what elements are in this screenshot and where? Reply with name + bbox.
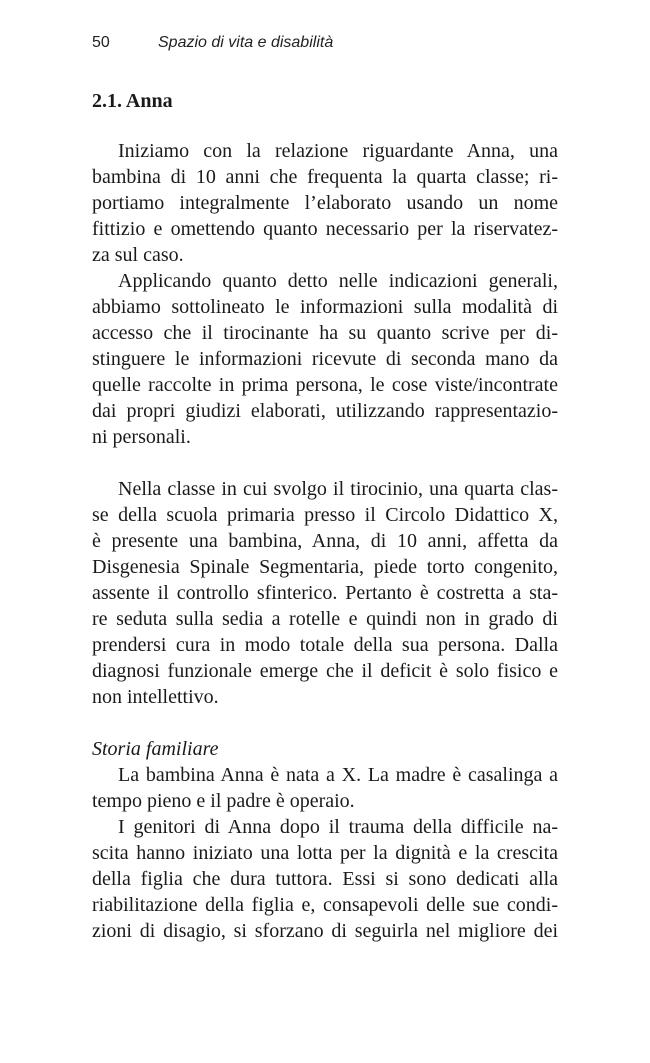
text-line: scita hanno iniziato una lotta per la dignità e la crescita <box>92 842 558 864</box>
text-line: se della scuola primaria presso il Circolo Didattico X, <box>92 504 558 526</box>
section-title: 2.1. Anna <box>92 90 173 112</box>
running-head <box>92 34 333 52</box>
text-line: abbiamo sottolineato le informazioni sulla modalità di <box>92 296 558 318</box>
paragraph-gap <box>92 450 558 476</box>
text-line: re seduta sulla sedia a rotelle e quindi non in grado di <box>92 608 558 630</box>
text-line: dai propri giudizi elaborati, utilizzando rappresentazio- <box>92 400 558 422</box>
text-line: riabilitazione della figlia e, consapevoli delle sue condi- <box>92 894 558 916</box>
book-title: Spazio di vita e disabilità <box>158 34 334 51</box>
text-line: Applicando quanto detto nelle indicazioni generali, <box>118 270 558 292</box>
paragraph-1 <box>92 138 558 268</box>
page-number: 50 <box>92 34 110 51</box>
text-line: stinguere le informazioni ricevute di seconda mano da <box>92 348 558 370</box>
text-line: Iniziamo con la relazione riguardante Anna, una <box>118 140 558 162</box>
text-line: della figlia che dura tuttora. Essi si sono dedicati alla <box>92 868 558 890</box>
text-line: bambina di 10 anni che frequenta la quarta classe; ri- <box>92 166 558 188</box>
text-line: ni personali. <box>92 426 191 448</box>
text-line: prendersi cura in modo totale della sua persona. Dalla <box>92 634 558 656</box>
paragraph-3 <box>92 476 558 710</box>
text-line: Disgenesia Spinale Segmentaria, piede torto congenito, <box>92 556 558 578</box>
text-line: non intellettivo. <box>92 686 219 708</box>
paragraph-4 <box>92 762 558 814</box>
text-line: portiamo integralmente l’elaborato usando un nome <box>92 192 558 214</box>
text-line: La bambina Anna è nata a X. La madre è casalinga a <box>118 764 558 786</box>
text-line: è presente una bambina, Anna, di 10 anni, affetta da <box>92 530 558 552</box>
text-line: tempo pieno e il padre è operaio. <box>92 790 355 812</box>
text-line: zioni di disagio, si sforzano di seguirla nel migliore dei <box>92 920 558 942</box>
text-line: quelle raccolte in prima persona, le cose viste/incontrate <box>92 374 558 396</box>
text-line: accesso che il tirocinante ha su quanto scrive per di- <box>92 322 558 344</box>
text-line: diagnosi funzionale emerge che il deficit è solo fisico e <box>92 660 558 682</box>
text-line: za sul caso. <box>92 244 184 266</box>
text-line: I genitori di Anna dopo il trauma della difficile na- <box>118 816 558 838</box>
text-line: Nella classe in cui svolgo il tirocinio, una quarta clas- <box>118 478 558 500</box>
paragraph-5 <box>92 814 558 944</box>
text-line: fittizio e omettendo quanto necessario per la riservatez- <box>92 218 558 240</box>
text-line: assente il controllo sfinterico. Pertanto è costretta a sta- <box>92 582 558 604</box>
page-body <box>92 88 558 944</box>
paragraph-gap <box>92 710 558 736</box>
paragraph-2 <box>92 268 558 450</box>
subheading: Storia familiare <box>92 738 219 760</box>
